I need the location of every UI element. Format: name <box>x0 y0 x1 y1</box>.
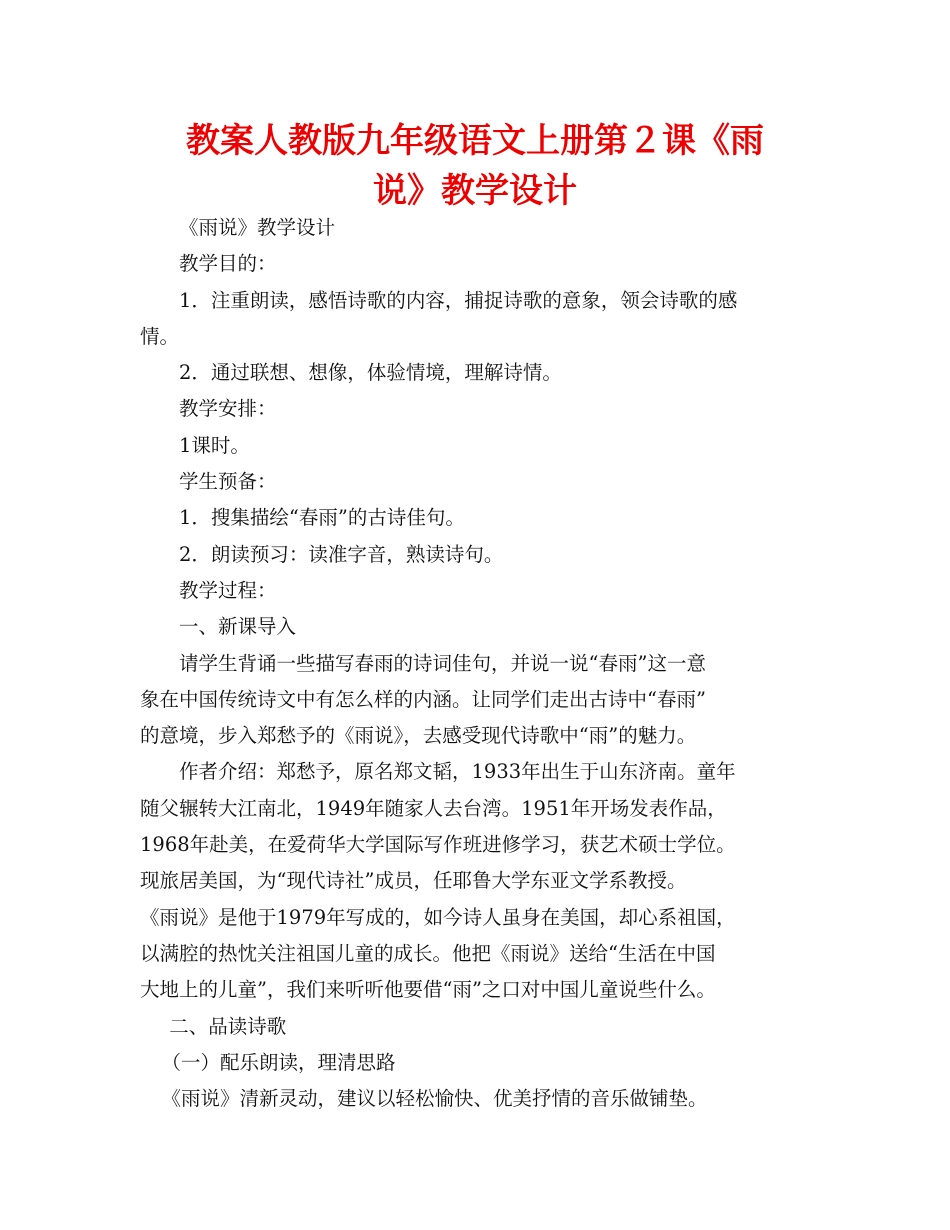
text-line: 教学过程： <box>179 578 277 602</box>
text-line: 象在中国传统诗文中有怎么样的内涵。让同学们走出古诗中“春雨” <box>140 687 706 711</box>
document-body <box>140 210 820 1117</box>
paragraph-subsection-1-heading <box>140 1045 820 1081</box>
text-line: 情。 <box>140 324 180 348</box>
text-line: 1课时。 <box>179 433 250 457</box>
paragraph-objective-2 <box>140 355 820 391</box>
text-line: 的意境，步入郑愁予的《雨说》，去感受现代诗歌中“雨”的魅力。 <box>140 724 697 748</box>
paragraph-process-heading <box>140 573 820 609</box>
paragraph-schedule-heading <box>140 391 820 427</box>
text-line: 2．朗读预习：读准字音，熟读诗句。 <box>179 542 504 566</box>
paragraph-prep-heading <box>140 464 820 500</box>
paragraph-objective-1 <box>140 283 820 356</box>
paragraph-author-text <box>140 754 820 1008</box>
paragraph-subtitle <box>140 210 820 246</box>
text-line: 一、新课导入 <box>179 615 297 639</box>
paragraph-intro-text <box>140 646 820 755</box>
title-line-2: 说》教学设计 <box>373 171 577 211</box>
text-line: 1．注重朗读，感悟诗歌的内容，捕捉诗歌的意象，领会诗歌的感 <box>179 288 738 312</box>
paragraph-prep-2 <box>140 537 820 573</box>
text-line: 《雨说》是他于1979年写成的，如今诗人虽身在美国，却心系祖国， <box>140 905 736 929</box>
text-line: 教学目的： <box>179 252 277 276</box>
paragraph-prep-1 <box>140 500 820 536</box>
text-line: 2．通过联想、想像，体验情境，理解诗情。 <box>179 361 562 385</box>
text-line: 大地上的儿童”，我们来听听他要借“雨”之口对中国儿童说些什么。 <box>140 978 716 1002</box>
document-title <box>120 116 830 216</box>
text-line: 请学生背诵一些描写春雨的诗词佳句，并说一说“春雨”这一意 <box>179 651 706 675</box>
text-line: 二、品读诗歌 <box>169 1014 287 1038</box>
text-line: 随父辗转大江南北，1949年随家人去台湾。1951年开场发表作品， <box>140 796 727 820</box>
text-line: 以满腔的热忱关注祖国儿童的成长。他把《雨说》送给“生活在中国 <box>140 941 716 965</box>
text-line: 作者介绍：郑愁予，原名郑文韬，1933年出生于山东济南。童年 <box>179 760 736 784</box>
paragraph-section-1-heading <box>140 609 820 645</box>
text-line: （一）配乐朗读，理清思路 <box>161 1050 396 1074</box>
text-line: 现旅居美国，为“现代诗社”成员，任耶鲁大学东亚文学系教授。 <box>140 869 687 893</box>
text-line: 《雨说》清新灵动，建议以轻松愉快、优美抒情的音乐做铺垫。 <box>161 1087 708 1111</box>
text-line: 教学安排： <box>179 397 277 421</box>
text-line: 《雨说》教学设计 <box>179 216 336 239</box>
text-line: 学生预备： <box>179 470 277 494</box>
paragraph-reading-text <box>140 1081 820 1117</box>
text-line: 1968年赴美，在爱荷华大学国际写作班进修学习，获艺术硕士学位。 <box>140 833 736 857</box>
paragraph-objectives-heading <box>140 246 820 282</box>
paragraph-schedule-text <box>140 428 820 464</box>
text-line: 1．搜集描绘“春雨”的古诗佳句。 <box>179 506 465 530</box>
title-line-1: 教案人教版九年级语文上册第２课《雨 <box>186 121 764 161</box>
paragraph-section-2-heading <box>140 1009 820 1045</box>
